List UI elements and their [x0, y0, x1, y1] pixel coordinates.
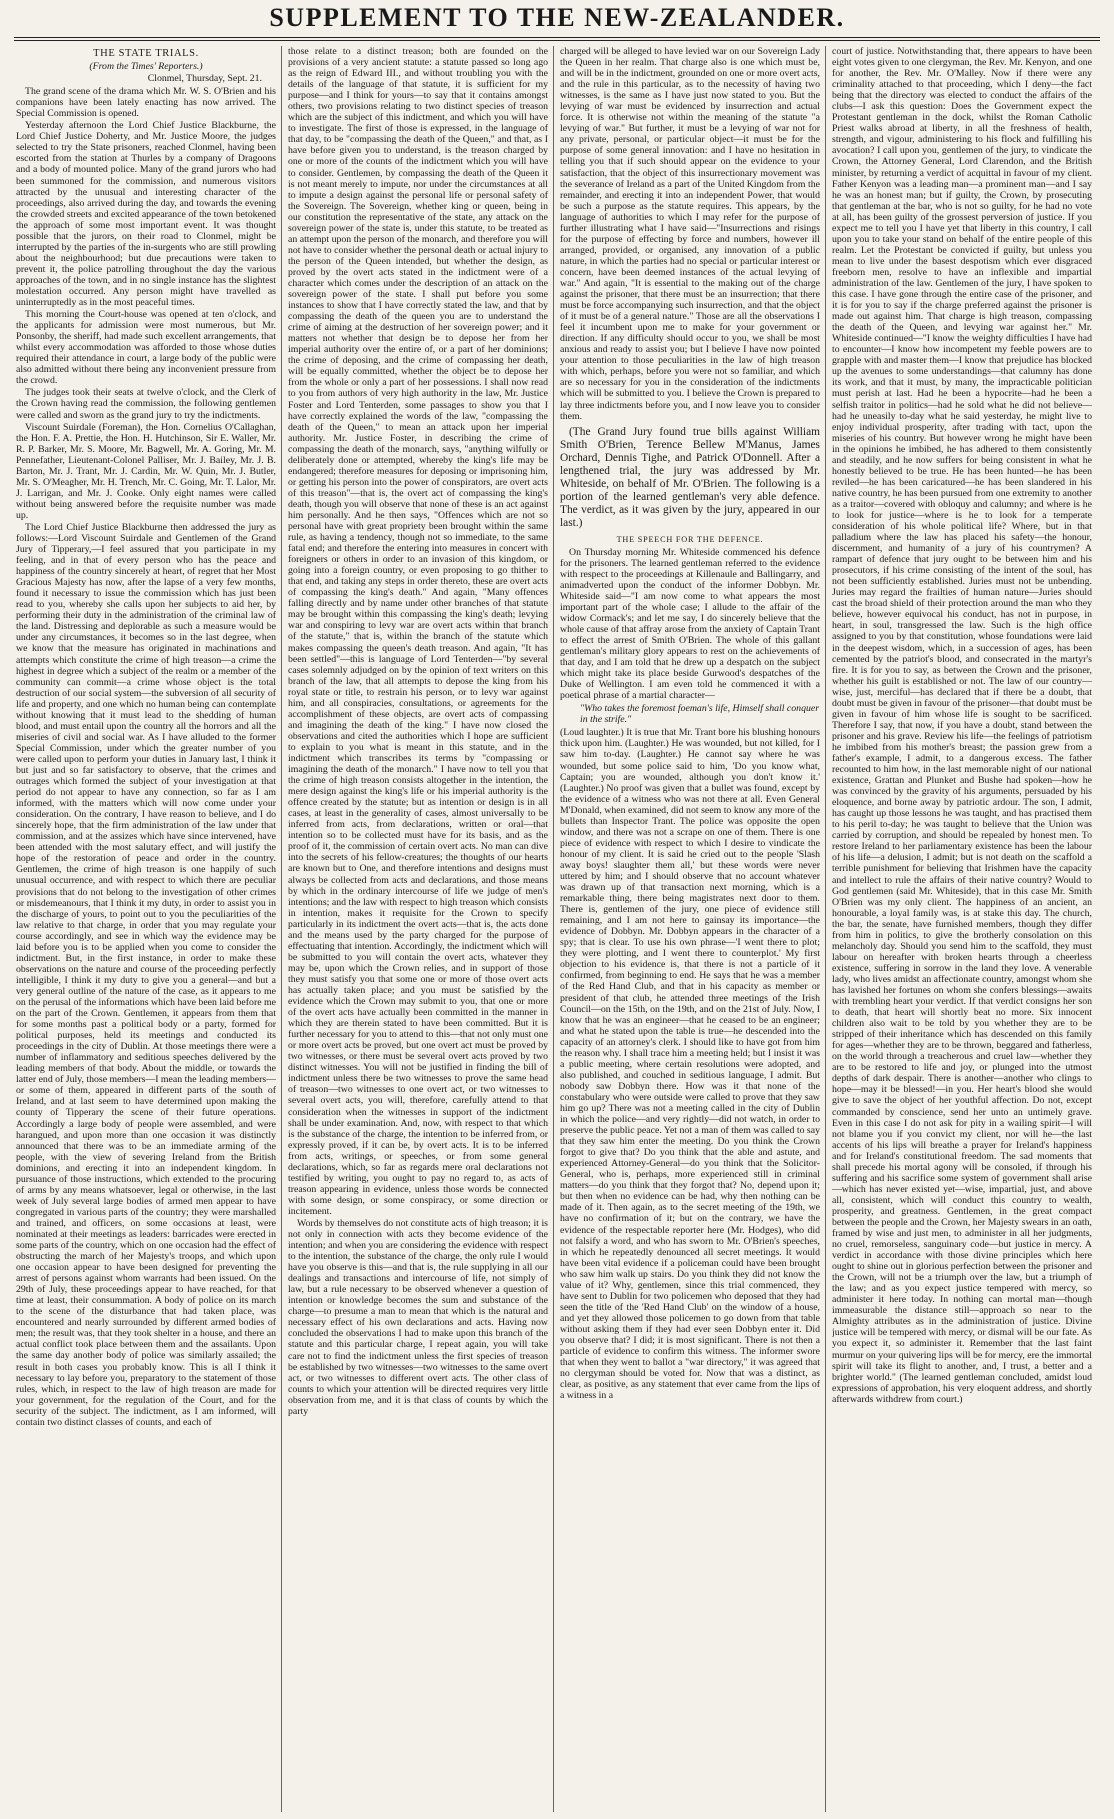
- defence-heading: THE SPEECH FOR THE DEFENCE.: [616, 534, 764, 544]
- paragraph: charged will be alleged to have levied war on our Sovereign Lady the Queen in her realm. That charge also is one which must be, and will be in the indictment, grounded on one or more overt acts, and the rule in this particular, as to the necessity of having two witnesses, is the same as I have just now stated to you. But the levying of war must be evidenced by insurrection and actual force. It is otherwise not within the meaning of the statute "a levying of war." But further, it must be a levying of war not for any private, personal, or particular object—it must be for the purpose of some general innovation: and I have no hesitation in telling you that if such should appear on the evidence to your satisfaction, that the object of this insurrectionary movement was the severance of Ireland as a part of the United Kingdom from the remainder, and erecting it into an independent Power, that would be such a purpose as the statute requires. This appears, by the language of authorities to which I may refer for the purpose of further illustrating what I have said—"Insurrections and risings for the purpose of effecting by force and numbers, however ill arranged, provided, or organised, any innovation of a public nature, in which the parties had no special or particular interest or concern, have been deemed instances of the actual levying of war." And again, "It is essential to the making out of the charge against the prisoner, that there must be an insurrection; that there must be force accompanying such insurrection, and that the object of it must be of a general nature." Those are all the observations I feel it incumbent upon me to make for your government or direction. If any difficulty should occur to you, we shall be most anxious and ready to assist you; but I believe I have now pointed your attention to those peculiarities in the law of high treason with which, perhaps, before you were not so familiar, and which are so necessary for you in the consideration of the indictments which will be submitted to you. I believe the Crown is prepared to lay three indictments before you, and I now leave you to consider them.: [560, 46, 820, 422]
- masthead-rule-thin: [14, 40, 1100, 41]
- column-1: [16, 46, 276, 1812]
- verdict-note: (The Grand Jury found true bills against William Smith O'Brien, Terence Bellew M'Manus, James Orchard, Dennis Tighe, and Patrick O'Donnell. After a lengthened trial, the jury was addressed by Mr. Whiteside, on behalf of Mr. O'Brien. The following is a portion of the learned gentleman's very able defence. The verdict, as it was given by the jury, appeared in our last.): [560, 425, 820, 529]
- paragraph: Words by themselves do not constitute acts of high treason; it is not only in connection with acts they become evidence of the intention; and when you are considering the evidence with respect to the intention, the substance of the charge, the only rule I would have you observe is this—and that is, the rule supplying in all our dealings and transactions and intercourse of life, not simply of law, but a rule necessary to be observed whenever a question of intention or knowledge becomes the sum and substance of the charge—to presume a man to mean that which is the natural and necessary effect of his own declarations and acts. Having now concluded the observations I had to make upon this branch of the statute and this particular charge, I repeat again, you will take care not to find the indictment unless the first species of treason be established by two witnesses—two witnesses to the same overt act, or two witnesses to different overt acts. The other class of counts to which your attention will be directed requires very little observation from me, and it is that class of counts by which the party: [288, 1217, 548, 1417]
- verse-quote: "Who takes the foremost foeman's life, Himself shall conquer in the strife.": [580, 703, 820, 726]
- column-rule: [825, 46, 826, 1812]
- paragraph: The grand scene of the drama which Mr. W. S. O'Brien and his companions have been lately enacting has now arrived. The Special Commission is opened.: [16, 86, 276, 120]
- article-source: (From the Times' Reporters.): [89, 61, 203, 73]
- column-3: [560, 46, 820, 1812]
- paragraph: court of justice. Notwithstanding that, there appears to have been eight votes given to one clergyman, the Rev. Mr. Kenyon, and one for another, the Rev. Mr. O'Malley. Now if there were any criminality attached to that proceeding, which I deny—the fact being that the directory was elected to conduct the affairs of the clubs—I ask this question: Does the Government expect the Protestant gentleman in the dock, whilst the Roman Catholic Priest walks abroad at liberty, in all the freshness of health, strength, and vigour, administering to his flock and fulfilling his avocation? I call upon you, gentlemen of the jury, to vindicate the Crown, the Attorney General, Lord Clarendon, and the British minister, by returning a verdict of acquittal in favour of my client. Father Kenyon was a leading man—a prominent man—and I say he was an honest man; but if guilty, the Crown, by prosecuting that gentleman at the bar, who is not so guilty, for he had no vote at all, has been guilty of the grossest perversion of justice. If you expect me to tell you I have yet that liberty in this country, I call upon you to take your stand on behalf of the entire people of this realm. Let the Protestant be convicted if guilty, but unless you mean to live under the basest despotism which ever disgraced freeborn men, resolve to have an inflexible and impartial administration of the law. Gentlemen of the jury, I have spoken to this case. I have gone through the entire case of the prisoner, and it is for you to say if the charge preferred against the prisoner is made out against him. That charge is high treason, compassing the death of the Queen, and levying war against her." Mr. Whiteside continued—"I know the weighty difficulties I have had to encounter—I know how incompetent my feeble powers are to grapple with and master them—I know that prejudice has blocked up the avenues to some understandings—that calumny has done its work, and that it must, by many, the impracticable politician must perish at last. Had he been a hypocrite—had he been a selfish traitor in politics—had he sold what he did not believe—had he uneasily to-day what he said yesterday, he might live to enjoy individual prosperity, after trading with tact, upon the miseries of his country. But however wrong he might have been in the opinions he imbibed, he has adhered to them consistently and steadily, and he now suffers for being consistent in what he honestly believed to be true. He has been hunted—he has been reviled—he has been caricatured—he has been slandered in his native country, he has been pursued from one extremity to another as a traitor—covered with obloquy and calumny; and where is he to look for justice—where is he to look for a temperate consideration of his whole political life? Where, but in that palladium where the law has placed his safety—the honour, discernment, and humanity of a jury of his countrymen? A rampart of defence that jury ought to be between him and his prosecutors, if his crime consisting of the intent of the soul, has not been sufficiently established. Juries must not be unbending. Juries may regard the frailties of human nature—Juries should cast the broad shield of their protection around the man who they believe, however equivocal his conduct, has not in purpose, in heart, in soul, transgressed the law. Such is the high office assigned to you by that constitution, whose foundations were laid in the deepest wisdom, which, in a succession of ages, has been cemented by the patriot's blood, and consecrated in the martyr's fire. It is for you to say, as between the Crown and the prisoner, whether his guilt is established or not. The law of our country—wise, just, merciful—has declared that if there be a doubt, that doubt must be given in favour of the prisoner—that doubt must be given in favour of him whose life is sought to be sacrificed. Therefore I say, that now, if you have a doubt, stand between the prisoner and his grave. Review his life—the feelings of patriotism he imbibed from his mother's breast; the passion grew from a father's example, I admit, to a dangerous excess. The father recounted to him how, in the last memorable night of our national existence, Grattan and Plunket and Bushe had spoken—how he was convinced by the gravity of his arguments, persuaded by his eloquence, and borne away by patriotic ardour. The son, I admit, has caught up those lessons he was taught, and has practised them to his peril to-day; he was taught to believe that the Union was carried by corruption, and should be repealed by honest men. To restore Ireland to her parliamentary existence has been the labour of his life—a delusion, I admit; but is not death on the scaffold a terrible punishment for believing that Irishmen have the capacity and intellect to rule the affairs of their native country? Would to God gentlemen (said Mr. Whiteside), that in this case Mr. Smith O'Brien was my only client. The happiness of an ancient, an honourable, a loyal family was, is at stake this day. The church, the bar, the senate, have furnished members, though they differ from him in politics, to give the brotherly consolation on this melancholy day. Should you send him to the scaffold, they must labour on hereafter with broken hearts through a cheerless existence, suffering in sorrow in the land they love. A venerable lady, who lives amidst an affectionate country, amongst whom she has lavished her fortunes on whom she confers blessings—awaits with trembling heart your verdict. If that verdict consigns her son to death, that heart will shortly beat no more. Six innocent children also wait to be told by you whether they are to be stripped of their inheritance which has descended on this family for ages—whether they are to be thrown, beggared and fatherless, on the world through a treacherous and cruel law—whether they are to be restored to life and joy, or plunged into the utmost depths of dark despair. There is another—another who clings to hope—may it be blessed!—in you. Her heart's blood she would give to save the object of her youthful affection. Do not, except commanded by conscience, send her unto an untimely grave. Even in this case I do not ask for pity in a wailing spirit—I will not blame you if you convict my client, nor will he—the last accents of his lips will breathe a prayer for Ireland's happiness and for Ireland's constitutional freedom. The sad moments that shall precede his mortal agony will be consoled, if through his suffering and his sacrifice some system of government shall arise—which has never existed yet—wise, impartial, just, and above all, consistent, which will conduct this country to wealth, prosperity, and greatness. Gentlemen, in the great compact between the people and the Crown, her Majesty swears in an oath, framed by wise and just men, to administer in all her judgments, no cruel, remorseless, sanguinary code—but justice in mercy. A verdict in accordance with those divine principles which here ought to shine out in glorious perfection between the prisoner and the Crown, will not be a triumph over the law, but a triumph of the law; and as you expect justice tempered with mercy, so administer it here today. In nothing can mortal man—though immeasurable the distance still—approach so near to the Almighty attributes as in the administration of justice. Divine justice will be tempered with mercy, or dismal will be our fate. As you expect it, so administer it. Remember that the last faint murmur on your quivering lips will be for mercy, ere the immortal spirit will take its flight to another, and, I trust, a better and a brighter world." (The learned gentleman concluded, amidst loud expressions of approbation, his very eloquent address, and shortly afterwards withdrew from court.): [832, 46, 1092, 1405]
- column-4: [832, 46, 1092, 1812]
- column-rule: [553, 46, 554, 1812]
- paragraph: This morning the Court-house was opened at ten o'clock, and the applicants for admission were most numerous, but Mr. Ponsonby, the sheriff, had made such excellent arrangements, that whilst every accommodation was afforded to those whose duties required their attendance in court, a large body of the public were also admitted without there being any inconvenient pressure from the crowd.: [16, 309, 276, 387]
- paragraph: those relate to a distinct treason; both are founded on the provisions of a very ancient statute: a statute passed so long ago as the reign of Edward III., and without troubling you with the details of the language of that statute, it is sufficient for my purpose—and I think for yours—to say that it contains amongst others, two provisions relating to two distinct species of treason which are the subject of this indictment, and which you will have to investigate. The first of those is expressed, in the language of that day, to be "compassing the death of the Queen," and that, as I have before given you to understand, is the treason charged by one or more of the counts of the indictment which you will have to consider. Gentlemen, by compassing the death of the Queen it is not meant merely to impute, nor under the circumstances at all to impute a design against the personal life or personal safety of the Sovereign. The Sovereign, whether king or queen, being in our constitution the representative of the state, any attack on the sovereign power of the state is, under this statute, to be treated as an attempt upon the person of the monarch, and therefore you will not have to consider whether the personal death or actual injury to the person of the Queen intended, but whether the design, as proved by the overt acts stated in the indictment were of a character which comes under the description of an attack on the sovereign power of the state. I shall put before you some instances to show that I have correctly stated the law, and that by compassing the death of the queen you are to understand the crime of aiming at the destruction of her sovereign power; and it matters not whether that design be to depose her from her imperial authority over the entire of, or a part of her dominions; the crime of deposing, and the crime of compassing her death, will be equally committed, whether the object be to depose her from the whole or only a part of her possessions. I shall now read to you from authors of very high authority in the law, Mr. Justice Foster and Lord Tenterden, some passages to show you that I have correctly explained the words of the law, "compassing the death of the Queen," to mean an attack upon her imperial authority. Mr. Justice Foster, in describing the crime of compassing the death of the monarch, says, "anything wilfully or deliberately done or attempted, whereby the king's life may be endangered; therefore measures for deposing or imprisoning him, or getting his person into the power of conspirators, are overt acts of this treason"—that is, the overt act of compassing the king's death, though you will observe that none of these is an act against him personally. And he then says, "Offences which are not so personal have with great propriety been brought within the same rule, as having a tendency, though not so immediate, to the same fatal end; and therefore the entering into measures in concert with foreigners or others in order to an invasion of this kingdom, or going into a foreign country, or even proposing to go thither to that end, and taking any steps in order thereto, these are overt acts of compassing the king's death." And again, "Many offences falling directly and by name under other branches of that statute may be brought within this compassing the king's death; levying war and conspiring to levy war are overt acts within that branch of the statute," that is, within the branch of the statute which makes compassing the queen's death treason. And again, "It has been settled"—this is language of Lord Tenterden—"by several cases solemnly adjudged on by the opinion of text writers on this branch of the law, that all attempts to depose the king from his royal state or title, to restrain his person, or to levy war against him, and all conspiracies, consultations, or agreements for the accomplishment of these objects, are overt acts of compassing and imagining the death of the king." I have now closed the observations and cited the authorities which I hope are sufficient to explain to you what is meant in this statute, and in the indictment which transcribes its terms by "compassing or imagining the death of the monarch." I have now to tell you that the crime of high treason consists altogether in the intention, the mere design against the king's life or his imperial authority is the offence created by the statute; but as intention or design is in all cases, at least in the generality of cases, almost universally to be inferred from acts, from declarations, written or oral—that intention so to be collected must have for its basis, and as the proof of it, the commission of certain overt acts. No man can dive into the secrets of his fellow-creatures; the thoughts of our hearts are known but to One, and therefore intentions and designs must always be collected from acts and declarations, and those means by which in the ordinary intercourse of life we judge of men's intentions; and the law with respect to high treason which consists in intention, makes it requisite for the Crown to specify particularly in its indictment the overt acts—that is, the acts done and the means used by the party charged for the purpose of effectuating that intention. Accordingly, the indictment which will be submitted to you will contain the overt acts, whatever they may be, upon which the Crown relies, and in support of those they must satisfy you that some one or more of those overt acts has actually taken place; and you must be satisfied by the evidence which the Crown may submit to you, that one or more of the overt acts have actually been committed in the manner in which they are therein stated to have been committed. But it is further necessary for you to attend to this—that not only must one or more overt acts be proved, but one overt act must be proved by two witnesses, or there must be several overt acts proved by two distinct witnesses. You will not be justified in finding the bill of indictment unless there be two witnesses to prove the same head of treason—two witnesses to one overt act, or two witnesses to several overt acts, you will, therefore, carefully attend to that consideration when the witnesses in support of the indictment shall be under examination. And, now, with respect to that which is the substance of the charge, the intention to be inferred from, or expressly proved, if it can be, by overt acts. It is to be inferred from acts, writings, or speeches, or from some general declarations, which, so far as regards mere oral declarations not testified by writing, you ought to pay no regard to, as acts of treason appearing in evidence, unless those words be connected with some design, or some conspiracy, or some direction or incitement.: [288, 46, 548, 1217]
- paragraph: The judges took their seats at twelve o'clock, and the Clerk of the Crown having read the commission, the following gentlemen were called and sworn as the grand jury to try the indictments.: [16, 387, 276, 421]
- paragraph: Yesterday afternoon the Lord Chief Justice Blackburne, the Lord Chief Justice Doherty, and Mr. Justice Moore, the judges selected to try the State prisoners, reached Clonmel, having been escorted from the station at Thurles by a company of Dragoons and a body of mounted police. Many of the grand jurors who had been summoned for the commission, and numerous visitors attracted by the unusual and interesting character of the proceedings, also arrived during the day, and towards the evening the crowded streets and excited appearance of the town betokened the approach of some most important event. It was thought possible that the jurors, on their road to Clonmel, might be interrupted by the parties of the in-surgents who are still prowling about the neighbourhood; but due precautions were taken to prevent it, the police patrolling throughout the day the various approaches of the town, and in no single instance has the slightest molestation occurred. Any person might have travelled as uninterruptedly as in the most peaceful times.: [16, 120, 276, 309]
- article-dateline: Clonmel, Thursday, Sept. 21.: [147, 73, 262, 85]
- paragraph: On Thursday morning Mr. Whiteside commenced his defence for the prisoners. The learned gentleman referred to the evidence with respect to the proceedings at Killenaule and Ballingarry, and animadverted upon the conduct of the informer Dobbyn. Mr. Whiteside said—"I am now come to what appears the most important part of the whole case; I allude to the affair of the widow Cormack's; and let me say, I do sincerely believe that the whole cause of that affray arose from the anxiety of Captain Trant to effect the arrest of Smith O'Brien. The whole of this gallant gentleman's military glory appears to rest on the achievements of that day, and I am told that he drew up a despatch on the subject which might take its place beside Gurwood's despatches of the Duke of Wellington. I am even told he commenced it with a poetical phrase of a martial character—: [560, 546, 820, 702]
- article-title: THE STATE TRIALS.: [93, 48, 199, 59]
- masthead-rule: [14, 37, 1100, 38]
- paragraph: Viscount Suirdale (Foreman), the Hon. Cornelius O'Callaghan, the Hon. F. A. Prettie, the Hon. H. Hutchinson, Sir E. Waller, Mr. R. P. Barker, Mr. S. Moore, Mr. Bagwell, Mr. A. Goring, Mr. M. Pennefather, Lieutenant-Colonel Palliser, Mr. J. Bailey, Mr. J. B. Barton, Mr. J. Trant, Mr. J. Cardin, Mr. W. Quin, Mr. J. Butler, Mr. S. O'Meagher, Mr. H. Trench, Mr. C. Going, Mr. T. Lalor, Mr. J. Larrigan, and Mr. J. Cooke. Only eight names were called without being answered before the requisite number was made up.: [16, 421, 276, 521]
- paragraph: The Lord Chief Justice Blackburne then addressed the jury as follows:—Lord Viscount Suirdale and Gentlemen of the Grand Jury of Tipperary,—I feel assured that you participate in my feeling, and in that of every person who has the peace and happiness of the country sincerely at heart, of regret that her Most Gracious Majesty has now, after the lapse of a very few months, found it necessary to issue the commission which has just been read to you, whereby she calls upon her subjects to aid her, by performing their duty in the administration of the criminal law of the land. Distressing and deplorable as such a measure would be under any circumstances, it becomes so in the last degree, when we know that the measure has originated in machinations and attempts which constitute the crime of high treason—a crime the highest in degree which a subject of the realm or a member of the community can commit—a crime whose object is the total destruction of our social system—the subversion of all security of life and property, and one which no human being can contemplate without knowing that it must lead to the shedding of human blood, and must entail upon the country all the horrors and all the miseries of civil and social war. As I have alluded to the former Special Commission, under which the greater number of you were called upon to perform your duties in January last, I think it but just and so far satisfactory to observe, that the crimes and outrages which formed the subject of your investigation at that period do not appear to have any connection, so far as I am informed, with the matters which will now come under your consideration. On the contrary, I have reason to believe, and I do sincerely hope, that the firm administration of the law under that commission, and at the assizes which have since intervened, have been attended with the most salutary effect, and will justify the hope of the restoration of peace and order in the country. Gentlemen, the crime of high treason is one happily of such unusual occurrence, and with respect to which there are peculiar provisions that do not belong to the investigation of other crimes or misdemeanours, that I think it my duty, in order to assist you in the discharge of yours, to point out to you the peculiarities of the law relative to that charge, in order that you may regulate your course accordingly, and see in which way the evidence may be laid before you is to be applied when you come to consider the indictment. But, in the first instance, in order to make these observations on the nature and course of the proceeding perfectly intelligible, I think it my duty to give you a general—and but a very general outline of the nature of the case, as it appears to me on the perusal of the informations which have been laid before me on the part of the Crown. Gentlemen, it appears from them that for some months past a political body or a party, formed for political purposes, held its meetings and conducted its proceedings in the city of Dublin. At those meetings there were a number of inflammatory and seditious speeches delivered by the leading members of that body. About the middle, or towards the latter end of July, those members—I mean the leading members—or some of them, appeared in different parts of the south of Ireland, and at last seem to have determined upon making the county of Tipperary the scene of their future operations. Accordingly a large body of people were assembled, and were harangued, and upon more than one occasion it was distinctly announced that there was to be an immediate arming of the people, with the view of severing Ireland from the British dominions, and erecting it into an independent kingdom. In pursuance of those instructions, which extended to the procuring of arms by any means whatsoever, legal or otherwise, in the last week of July several large bodies of armed men appear to have congregated in various parts of the country; they were marshalled and trained, and officers, on some occasions at least, were nominated at their meetings as leaders: barricades were erected in some parts of the country, which on one occasion had the effect of obstructing the march of her Majesty's troops, and which upon one occasion appear to have been designed for preventing the arrest of persons against whom warrants had been issued. On the 29th of July, these proceedings appear to have reached, for that time at least, their consummation. A body of police on its march to the scene of the disturbance that had taken place, was encountered and nearly surrounded by different armed bodies of men; the result was, that they took shelter in a house, and there an actual conflict took place between them and the assailants. Upon the same day another body of police was similarly assailed; the result in both cases you probably know. This is all I think it necessary to lay before you, preparatory to the statement of those rules, which, in respect to the law of high treason are made for your government, for the regulation of the Court, and for the security of the subject. The indictment, as I am informed, will contain two distinct classes of counts, and each of: [16, 521, 276, 1428]
- paragraph: (Loud laughter.) It is true that Mr. Trant bore his blushing honours thick upon him. (Laughter.) He was wounded, but not killed, for I saw him to-day. (Laughter.) He cannot say where he was wounded, but some police said to him, 'Do you know what, Captain; you are wounded, although you don't know it.' (Laughter.) No proof was given that a bullet was found, except by the evidence of a witness who was not there at all. Even General M'Donald, when examined, did not seem to know any more of the bullets than Inspector Trant. The police was opposite the open window, and there was not a scrape on one of them. There is one piece of evidence with respect to which I desire to vindicate the honour of my client. It is said he cried out to the people 'Slash away boys! slaughter them all,' but these words were never uttered by him; and I should observe that no account whatever was drawn up of that transaction next morning, which is a remarkable thing, there being magistrates next door to them. There is, gentlemen of the jury, one piece of evidence still remaining, and I am not here to gainsay its importance—the evidence of Dobbyn. Mr. Dobbyn appears in the character of a spy; that is clear. To use his own phrase—'I went there to plot; they were plotting, and I went there to counterplot.' My first objection to his evidence is, that there is not a particle of it confirmed, from beginning to end. He says that he was a member of the Red Hand Club, and that in his capacity as member or president of that club, he attended three meetings of the Irish Council—on the 15th, on the 19th, and on the 21st of July. Now, I know that he was an engineer—that he ceased to be an engineer; and what he stated upon the table is true—he descended into the capacity of an attorney's clerk. I should like to have got from him the reason why. I shall trace him a meeting held; but I insist it was a public meeting, where certain resolutions were adopted, and also published, and couched in seditious language, I admit. But nobody saw Dobbyn there. How was it that none of the constabulary who were outside were called to prove that they saw him go up? There was not a meeting called in the city of Dublin in which the police—and very rightly—did not watch, in order to preserve the public peace. Yet not a man of them was called to say that they saw him enter the meeting. Do you think the Crown forgot to give that? Do you think that the able and astute, and experienced Attorney-General—do you think that the Solicitor-General, who is, perhaps, more experienced still in criminal matters—do you think that they forgot that? No, depend upon it; but then when no evidence can be had, why then nothing can be made of it. Then again, as to the secret meeting of the 19th, we have no confirmation of it; but on the contrary, we have the evidence of the respectable reporter here (Mr. Hodges), who did not falsify a word, and who has sworn to Mr. O'Brien's speeches, in which he repeatedly denounced all secret meetings. It would have been vital evidence if a policeman could have been brought who saw him walk up stairs. Do you think they did not know the value of it? Why, gentlemen, since this trial commenced, they have sent to Dublin for two policemen who deposed that they had seen the title of the 'Red Hand Club' on the window of a house, and yet they allowed those policemen to go down from that table without asking them if they had ever seen Dobbyn enter it. Did you observe that? I did; it is most significant. There is not then a particle of evidence to confirm this witness. The informer swore that when they went to ballot a "war directory," it was agreed that no clergyman should be voted for. Now that was a distinct, as clear, as positive, as any statement that ever came from the lips of a witness in a: [560, 727, 820, 1402]
- column-rule: [281, 46, 282, 1812]
- column-2: [288, 46, 548, 1812]
- masthead: SUPPLEMENT TO THE NEW-ZEALANDER.: [269, 3, 845, 32]
